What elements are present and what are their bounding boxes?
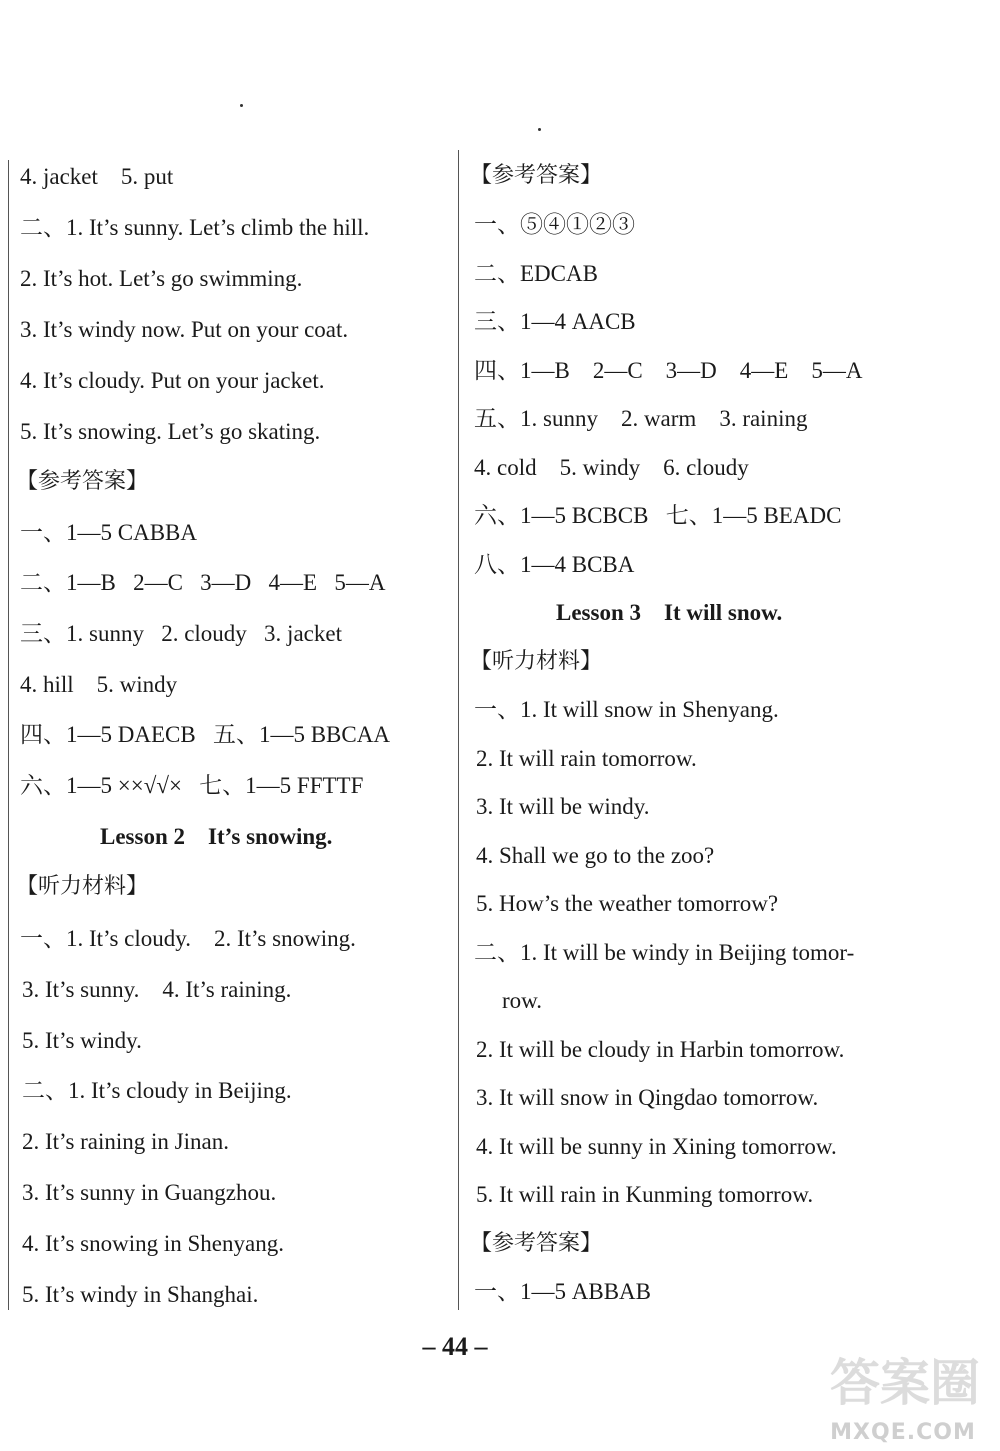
answer-line: 一、1. It’s cloudy. 2. It’s snowing. <box>20 926 356 951</box>
scan-dot <box>240 104 243 107</box>
answer-line: row. <box>502 988 543 1013</box>
answer-line: 5. It’s snowing. Let’s go skating. <box>20 419 321 444</box>
answer-line: 五、1. sunny 2. warm 3. raining <box>474 406 808 431</box>
watermark-site: MXQE.COM <box>830 1420 976 1445</box>
answer-line: 一、⑤④①②③ <box>474 212 635 237</box>
scan-dot <box>538 128 541 131</box>
answer-line: 二、1—B 2—C 3—D 4—E 5—A <box>20 570 386 595</box>
answer-line: 2. It will be cloudy in Harbin tomorrow. <box>476 1037 845 1062</box>
answer-line: 3. It will be windy. <box>476 794 650 819</box>
answer-line: 六、1—5 BCBCB 七、1—5 BEADC <box>474 503 842 528</box>
lesson-title: Lesson 2 It’s snowing. <box>100 824 333 849</box>
answer-line: 4. hill 5. windy <box>20 672 178 697</box>
answer-line: 四、1—B 2—C 3—D 4—E 5—A <box>474 358 863 383</box>
answer-line: 四、1—5 DAECB 五、1—5 BBCAA <box>20 722 390 747</box>
answer-line: 4. jacket 5. put <box>20 164 174 189</box>
answer-line: 3. It’s sunny in Guangzhou. <box>22 1180 277 1205</box>
answer-line: 二、EDCAB <box>474 261 598 286</box>
answer-line: 一、1—5 ABBAB <box>474 1279 651 1304</box>
answer-line: 3. It will snow in Qingdao tomorrow. <box>476 1085 819 1110</box>
answer-line: 2. It will rain tomorrow. <box>476 746 697 771</box>
answer-line: 4. Shall we go to the zoo? <box>476 843 715 868</box>
answer-line: 2. It’s hot. Let’s go swimming. <box>20 266 303 291</box>
answer-line: 二、1. It’s sunny. Let’s climb the hill. <box>20 215 370 240</box>
answer-line: 5. It will rain in Kunming tomorrow. <box>476 1182 814 1207</box>
answer-line: 5. How’s the weather tomorrow? <box>476 891 779 916</box>
answer-line: 4. It’s cloudy. Put on your jacket. <box>20 368 325 393</box>
answer-line: 4. It will be sunny in Xining tomorrow. <box>476 1134 837 1159</box>
answer-line: 2. It’s raining in Jinan. <box>22 1129 229 1154</box>
answer-line: 3. It’s sunny. 4. It’s raining. <box>22 977 292 1002</box>
answer-line: 六、1—5 ××√√× 七、1—5 FFTTF <box>20 773 364 798</box>
watermark <box>818 1353 988 1445</box>
left-margin-rule <box>8 160 9 1310</box>
answer-line: 5. It’s windy. <box>22 1028 142 1053</box>
section-heading: 【听力材料】 <box>16 874 149 899</box>
section-heading: 【参考答案】 <box>470 163 603 188</box>
answer-line: 4. cold 5. windy 6. cloudy <box>474 455 749 480</box>
answer-line: 3. It’s windy now. Put on your coat. <box>20 317 349 342</box>
answer-line: 一、1. It will snow in Shenyang. <box>474 697 779 722</box>
lesson-title: Lesson 3 It will snow. <box>556 600 783 625</box>
answer-line: 三、1—4 AACB <box>474 309 636 334</box>
page-number: – 44 – <box>422 1332 488 1361</box>
answer-line: 八、1—4 BCBA <box>474 552 635 577</box>
answer-line: 二、1. It will be windy in Beijing tomor- <box>474 940 855 965</box>
answer-line: 二、1. It’s cloudy in Beijing. <box>22 1078 292 1103</box>
section-heading: 【参考答案】 <box>470 1231 603 1256</box>
section-heading: 【听力材料】 <box>470 649 603 674</box>
watermark-logo: 答案圈 <box>830 1354 980 1412</box>
answer-line: 三、1. sunny 2. cloudy 3. jacket <box>20 621 342 646</box>
answer-line: 5. It’s windy in Shanghai. <box>22 1282 259 1307</box>
section-heading: 【参考答案】 <box>16 469 149 494</box>
column-divider <box>458 150 459 1310</box>
answer-line: 4. It’s snowing in Shenyang. <box>22 1231 284 1256</box>
answer-line: 一、1—5 CABBA <box>20 520 197 545</box>
